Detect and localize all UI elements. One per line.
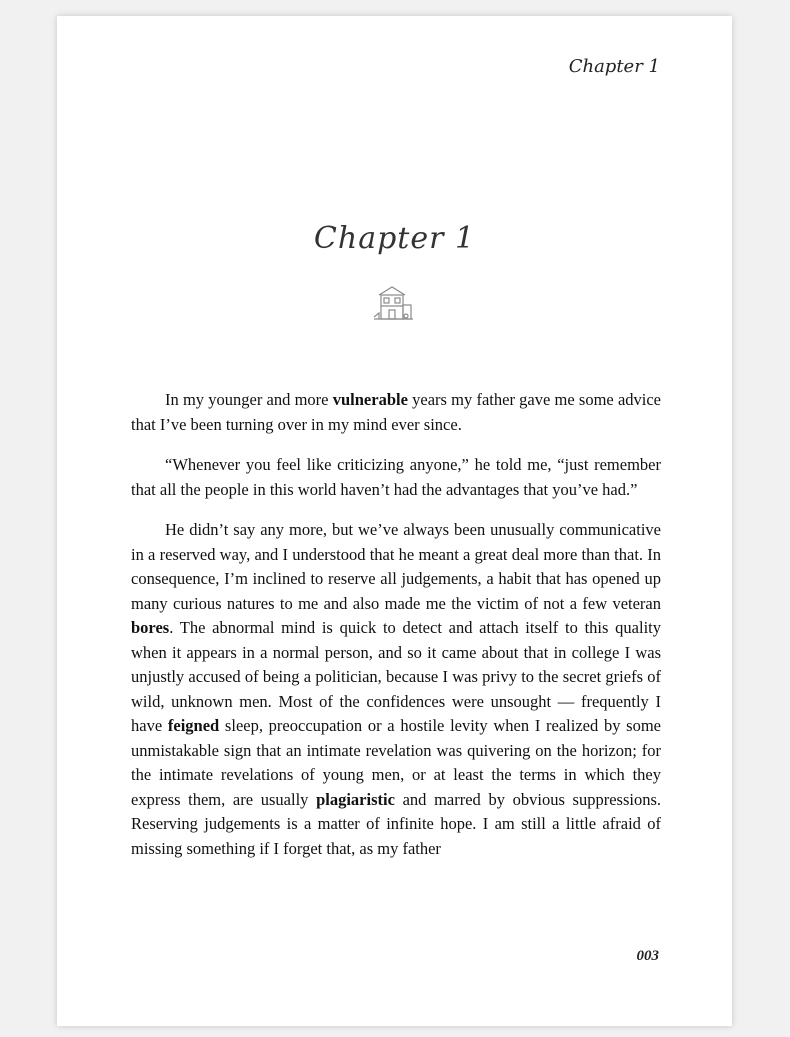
text-run: . The abnormal mind is quick to detect and attach itself to this quality when it appears in a normal person, and so it came about that in college I was unjustly accused of being a politician, because I was privy to the secret griefs of wild, unknown men. Most of the confidences were unsought — frequently I have: [131, 618, 661, 735]
running-head: Chapter 1: [568, 56, 660, 77]
body-text: [131, 388, 661, 877]
bold-term: vulnerable: [332, 390, 408, 409]
house-icon: [372, 283, 414, 323]
text-run: He didn’t say any more, but we’ve always been unusually communicative in a reserved way, and I understood that he meant a great deal more than that. In consequence, I’m inclined to reserve all judgements, a habit that has opened up many curious natures to me and also made me the victim of not a few veteran: [131, 520, 661, 613]
page-number: 003: [636, 948, 659, 964]
bold-term: bores: [131, 618, 170, 637]
paragraph: [131, 388, 661, 437]
paragraph: [131, 518, 661, 861]
text-run: “Whenever you feel like criticizing anyone,” he told me, “just remember that all the people in this world haven’t had the advantages that you’ve had.”: [131, 455, 661, 499]
chapter-title: Chapter 1: [313, 221, 476, 256]
bold-term: plagiaristic: [316, 789, 395, 809]
text-run: In my younger and more: [165, 390, 333, 409]
text-run: sleep, preoccupation or a hostile levity when I realized by some unmistakable sign that an intimate revelation was quivering on the horizon; for the intimate revelations of young men, or at least the terms in which they express them, are usually: [131, 716, 661, 809]
book-page: [57, 16, 732, 1026]
text-run: and marred by obvious suppressions. Reserving judgements is a matter of infinite hope. I am still a little afraid of missing something if I forget that, as my father: [131, 789, 662, 858]
bold-term: feigned: [167, 716, 220, 735]
paragraph: [131, 453, 661, 502]
text-run: years my father gave me some advice that I’ve been turning over in my mind ever since.: [131, 390, 662, 434]
